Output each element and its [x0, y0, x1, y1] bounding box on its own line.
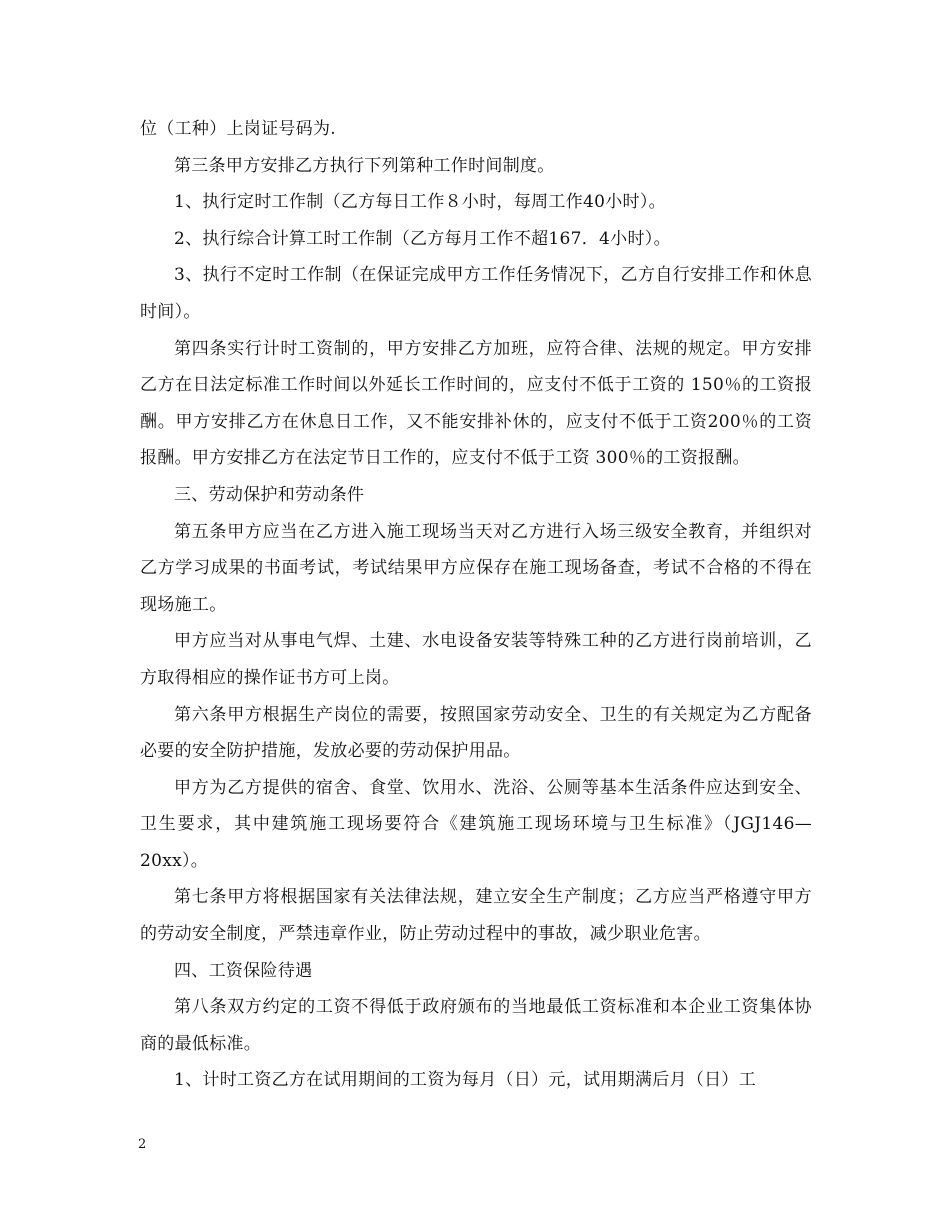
paragraph: 甲方应当对从事电气焊、土建、水电设备安装等特殊工种的乙方进行岗前培训，乙方取得相应的操作证书方可上岗。	[140, 631, 812, 688]
paragraph: 第七条甲方将根据国家有关法律法规，建立安全生产制度；乙方应当严格遵守甲方的劳动安全制度，严禁违章作业，防止劳动过程中的事故，减少职业危害。	[140, 887, 812, 945]
body-text	[140, 111, 812, 1099]
paragraph: 3、执行不定时工作制（在保证完成甲方工作任务情况下，乙方自行安排工作和休息时间）。	[140, 265, 812, 322]
paragraph: 甲方为乙方提供的宿舍、食堂、饮用水、洗浴、公厕等基本生活条件应达到安全、卫生要求，其中建筑施工现场要符合《建筑施工现场环境与卫生标准》（JGJ146—20xx）。	[140, 777, 812, 871]
page-number: 2	[138, 1137, 147, 1152]
section-heading: 四、工资保险待遇	[174, 960, 313, 981]
paragraph: 2、执行综合计算工时工作制（乙方每月工作不超167．4小时）。	[174, 228, 671, 249]
paragraph: 第三条甲方安排乙方执行下列第种工作时间制度。	[174, 155, 555, 176]
paragraph: 第四条实行计时工资制的，甲方安排乙方加班，应符合律、法规的规定。甲方安排乙方在日法定标准工作时间以外延长工作时间的，应支付不低于工资的 150％的工资报酬。甲方安排乙方在休息日工作，又不能安排补休的，应支付不低于工资200％的工资报酬。甲方安排乙方在法定节日工作的，应支付不低于工资 300％的工资报酬。	[140, 338, 812, 469]
paragraph: 1、计时工资乙方在试用期间的工资为每月（日）元，试用期满后月（日）工	[174, 1070, 757, 1091]
paragraph: 1、执行定时工作制（乙方每日工作８小时，每周工作40小时）。	[174, 192, 666, 213]
paragraph: 第六条甲方根据生产岗位的需要，按照国家劳动安全、卫生的有关规定为乙方配备必要的安全防护措施，发放必要的劳动保护用品。	[140, 704, 812, 762]
paragraph: 位（工种）上岗证号码为.	[140, 119, 337, 139]
paragraph: 第八条双方约定的工资不得低于政府颁布的当地最低工资标准和本企业工资集体协商的最低标准。	[140, 997, 812, 1054]
section-heading: 三、劳动保护和劳动条件	[174, 484, 365, 505]
paragraph: 第五条甲方应当在乙方进入施工现场当天对乙方进行入场三级安全教育，并组织对乙方学习成果的书面考试，考试结果甲方应保存在施工现场备查，考试不合格的不得在现场施工。	[140, 521, 812, 615]
